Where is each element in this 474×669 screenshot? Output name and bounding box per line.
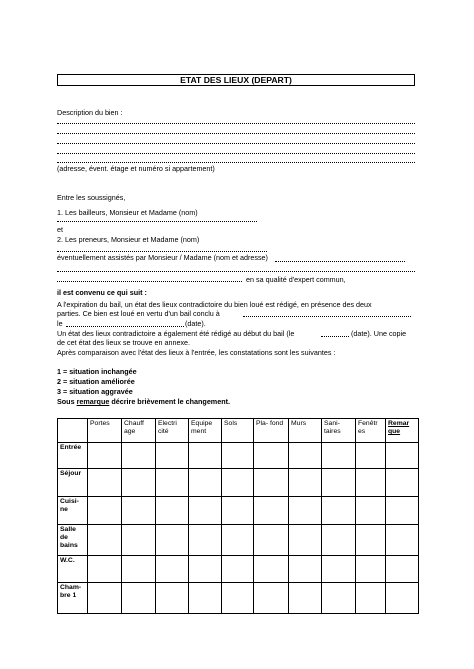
table-cell[interactable] xyxy=(386,583,419,614)
table-cell[interactable] xyxy=(322,443,356,469)
dotted-line xyxy=(57,143,415,144)
dotted-line xyxy=(57,133,415,134)
row-label: Séjour xyxy=(58,469,88,497)
table-cell[interactable] xyxy=(122,469,156,497)
table-cell[interactable] xyxy=(222,525,254,556)
paragraph-line-3: le xyxy=(57,319,63,328)
table-cell[interactable] xyxy=(386,497,419,525)
row-label: Salle de bains xyxy=(58,525,88,556)
table-row xyxy=(58,525,419,556)
dotted-line xyxy=(275,261,405,262)
parties-intro: Entre les soussignés, xyxy=(57,193,126,202)
table-cell[interactable] xyxy=(189,497,222,525)
table-header-cell: Sols xyxy=(222,419,254,443)
legend-item-3: 3 = situation aggravée xyxy=(57,387,133,396)
table-header-cell: Chauff age xyxy=(122,419,156,443)
table-cell[interactable] xyxy=(88,583,122,614)
paragraph-line-2: parties. Ce bien est loué en vertu d'un bail conclu à xyxy=(57,309,220,318)
row-label: Entrée xyxy=(58,443,88,469)
table-cell[interactable] xyxy=(322,469,356,497)
lessors-line: 1. Les bailleurs, Monsieur et Madame (nom) xyxy=(57,208,198,217)
paragraph-line-1: A l'expiration du bail, un état des lieux contradictoire du bien loué est rédigé, en présence des deux xyxy=(57,300,372,309)
table-row xyxy=(58,583,419,614)
row-label: Cham- bre 1 xyxy=(58,583,88,614)
table-cell[interactable] xyxy=(222,556,254,583)
dotted-line xyxy=(243,316,411,317)
inspection-table xyxy=(57,418,419,614)
table-cell[interactable] xyxy=(356,497,386,525)
table-cell[interactable] xyxy=(289,556,322,583)
table-header-cell: Pla- fond xyxy=(254,419,289,443)
table-cell[interactable] xyxy=(356,556,386,583)
table-cell[interactable] xyxy=(386,556,419,583)
paragraph-line-5: de cet état des lieux se trouve en annexe. xyxy=(57,338,191,347)
table-cell[interactable] xyxy=(386,525,419,556)
dotted-line xyxy=(57,271,415,272)
and-word: et xyxy=(57,225,63,234)
table-cell[interactable] xyxy=(156,556,189,583)
table-cell[interactable] xyxy=(222,583,254,614)
dotted-line xyxy=(66,326,184,327)
table-cell[interactable] xyxy=(122,583,156,614)
table-cell[interactable] xyxy=(122,497,156,525)
table-cell[interactable] xyxy=(254,556,289,583)
table-header-cell: Portes xyxy=(88,419,122,443)
table-cell[interactable] xyxy=(386,443,419,469)
description-label: Description du bien : xyxy=(57,108,123,117)
legend-note-start: Sous xyxy=(57,397,77,406)
dotted-line xyxy=(321,336,349,337)
table-cell[interactable] xyxy=(189,525,222,556)
table-cell[interactable] xyxy=(88,469,122,497)
table-cell[interactable] xyxy=(289,497,322,525)
table-cell[interactable] xyxy=(156,497,189,525)
table-cell[interactable] xyxy=(189,583,222,614)
table-cell[interactable] xyxy=(289,443,322,469)
table-cell[interactable] xyxy=(88,556,122,583)
table-header-cell: Fenêtr es xyxy=(356,419,386,443)
legend-item-2: 2 = situation améliorée xyxy=(57,377,135,386)
table-cell[interactable] xyxy=(254,583,289,614)
table-header-cell: Electri cité xyxy=(156,419,189,443)
table-cell[interactable] xyxy=(322,497,356,525)
legend-note-end: décrire brièvement le changement. xyxy=(109,397,230,406)
table-cell[interactable] xyxy=(289,525,322,556)
table-cell[interactable] xyxy=(122,556,156,583)
dotted-line xyxy=(57,221,257,222)
table-header-cell: Equipe ment xyxy=(189,419,222,443)
paragraph-date-copy: (date). Une copie xyxy=(351,329,407,338)
table-header-cell xyxy=(58,419,88,443)
table-cell[interactable] xyxy=(289,469,322,497)
document-title: ETAT DES LIEUX (DEPART) xyxy=(57,74,415,86)
legend-note-remark: remarque xyxy=(76,397,110,406)
table-header-row xyxy=(58,419,419,443)
table-cell[interactable] xyxy=(189,443,222,469)
table-cell[interactable] xyxy=(356,469,386,497)
tenants-line: 2. Les preneurs, Monsieur et Madame (nom) xyxy=(57,235,200,244)
table-cell[interactable] xyxy=(254,443,289,469)
table-cell[interactable] xyxy=(254,525,289,556)
paragraph-line-4: Un état des lieux contradictoire a également été rédigé au début du bail (le xyxy=(57,329,295,338)
table-row xyxy=(58,469,419,497)
assisted-line: éventuellement assistés par Monsieur / Madame (nom et adresse) xyxy=(57,253,268,262)
table-header-cell: Sani- taires xyxy=(322,419,356,443)
table-cell[interactable] xyxy=(189,469,222,497)
table-cell[interactable] xyxy=(222,469,254,497)
table-cell[interactable] xyxy=(289,583,322,614)
dotted-line xyxy=(57,281,242,282)
table-cell[interactable] xyxy=(356,525,386,556)
table-cell[interactable] xyxy=(222,443,254,469)
dotted-line xyxy=(57,153,415,154)
table-cell[interactable] xyxy=(88,497,122,525)
paragraph-date-label: (date). xyxy=(185,319,206,328)
table-cell[interactable] xyxy=(356,583,386,614)
table-cell[interactable] xyxy=(189,556,222,583)
table-row xyxy=(58,556,419,583)
dotted-line xyxy=(57,251,267,252)
table-cell[interactable] xyxy=(386,469,419,497)
table-row xyxy=(58,497,419,525)
table-header-cell: Murs xyxy=(289,419,322,443)
table-cell[interactable] xyxy=(322,556,356,583)
paragraph-line-6: Après comparaison avec l'état des lieux à l'entrée, les constatations sont les suivantes : xyxy=(57,348,336,357)
table-cell[interactable] xyxy=(122,525,156,556)
row-label: W.C. xyxy=(58,556,88,583)
agreement-heading: il est convenu ce qui suit : xyxy=(57,288,147,297)
expert-line: en sa qualité d'expert commun, xyxy=(246,275,346,284)
table-row xyxy=(58,443,419,469)
table-cell[interactable] xyxy=(156,525,189,556)
table-cell[interactable] xyxy=(322,583,356,614)
table-cell[interactable] xyxy=(222,497,254,525)
table-cell[interactable] xyxy=(254,497,289,525)
row-label: Cuisi- ne xyxy=(58,497,88,525)
table-header-cell: Remar que xyxy=(386,419,419,443)
table-cell[interactable] xyxy=(356,443,386,469)
table-cell[interactable] xyxy=(88,443,122,469)
table-cell[interactable] xyxy=(122,443,156,469)
table-cell[interactable] xyxy=(156,583,189,614)
address-note: (adresse, évent. étage et numéro si appartement) xyxy=(57,164,215,173)
dotted-line xyxy=(57,162,415,163)
legend-note xyxy=(57,397,230,406)
dotted-line xyxy=(57,123,415,124)
table-cell[interactable] xyxy=(156,469,189,497)
table-cell[interactable] xyxy=(322,525,356,556)
table-cell[interactable] xyxy=(254,469,289,497)
table-cell[interactable] xyxy=(156,443,189,469)
legend-item-1: 1 = situation inchangée xyxy=(57,367,137,376)
table-cell[interactable] xyxy=(88,525,122,556)
